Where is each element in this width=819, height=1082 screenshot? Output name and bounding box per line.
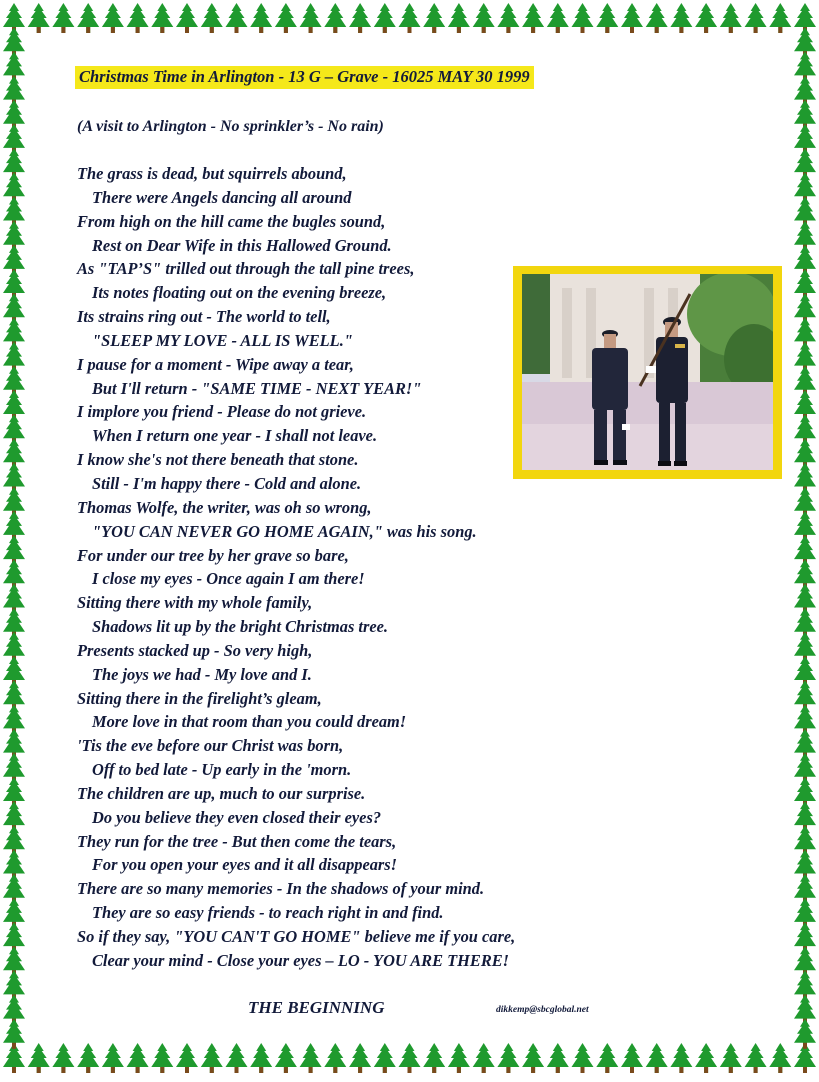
poem-line: Its notes floating out on the evening breeze, bbox=[92, 283, 387, 303]
christmas-tree-icon bbox=[399, 1043, 421, 1073]
poem-line: Sitting there in the firelight’s gleam, bbox=[77, 688, 322, 708]
poem-line: More love in that room than you could dream! bbox=[92, 712, 407, 732]
christmas-tree-icon bbox=[77, 1043, 99, 1073]
christmas-tree-icon bbox=[176, 1043, 198, 1073]
christmas-tree-icon bbox=[349, 3, 371, 33]
christmas-tree-icon bbox=[596, 3, 618, 33]
christmas-tree-icon bbox=[547, 3, 569, 33]
document-title: Christmas Time in Arlington - 13 G – Grave - 16025 MAY 30 1999 bbox=[75, 66, 534, 89]
christmas-tree-icon bbox=[448, 3, 470, 33]
christmas-tree-icon bbox=[52, 3, 74, 33]
christmas-tree-icon bbox=[77, 3, 99, 33]
christmas-tree-icon bbox=[52, 1043, 74, 1073]
poem-line: So if they say, "YOU CAN'T GO HOME" believe me if you care, bbox=[77, 927, 516, 946]
christmas-tree-icon bbox=[745, 1043, 767, 1073]
christmas-tree-icon bbox=[695, 3, 717, 33]
poem-line: They are so easy friends - to reach right in and find. bbox=[92, 903, 444, 923]
poem-line: There were Angels dancing all around bbox=[92, 187, 352, 207]
christmas-tree-icon bbox=[374, 1043, 396, 1073]
christmas-tree-icon bbox=[127, 1043, 149, 1073]
christmas-tree-icon bbox=[596, 1043, 618, 1073]
christmas-tree-icon bbox=[28, 1043, 50, 1073]
christmas-tree-icon bbox=[547, 1043, 569, 1073]
christmas-tree-icon bbox=[300, 1043, 322, 1073]
poem-line: Off to bed late - Up early in the 'morn. bbox=[92, 760, 352, 780]
christmas-tree-icon bbox=[127, 3, 149, 33]
christmas-tree-icon bbox=[695, 1043, 717, 1073]
christmas-tree-icon bbox=[300, 3, 322, 33]
poem-line: For you open your eyes and it all disappears! bbox=[92, 855, 398, 875]
photo-frame bbox=[513, 266, 782, 479]
christmas-tree-icon bbox=[275, 1043, 297, 1073]
footer-the-beginning: THE BEGINNING bbox=[248, 998, 385, 1017]
christmas-tree-icon bbox=[176, 3, 198, 33]
poem-line: Presents stacked up - So very high, bbox=[77, 640, 313, 660]
christmas-tree-icon bbox=[226, 3, 248, 33]
poem-line: Still - I'm happy there - Cold and alone. bbox=[92, 473, 362, 493]
christmas-tree-icon bbox=[621, 3, 643, 33]
poem-line: 'Tis the eve before our Christ was born, bbox=[77, 736, 344, 756]
poem-line: I close my eyes - Once again I am there! bbox=[92, 569, 365, 589]
poem-line: Shadows lit up by the bright Christmas tree. bbox=[92, 617, 389, 637]
christmas-tree-icon bbox=[572, 1043, 594, 1073]
christmas-tree-icon bbox=[324, 1043, 346, 1073]
christmas-tree-icon bbox=[423, 1043, 445, 1073]
christmas-tree-icon bbox=[621, 1043, 643, 1073]
christmas-tree-icon bbox=[151, 1043, 173, 1073]
christmas-tree-icon bbox=[572, 3, 594, 33]
poem-line: I know she's not there beneath that stone. bbox=[77, 450, 359, 470]
poem-line: The children are up, much to our surprise. bbox=[77, 783, 366, 803]
poem-line: Its strains ring out - The world to tell, bbox=[77, 307, 331, 327]
christmas-tree-icon bbox=[201, 1043, 223, 1073]
christmas-tree-icon bbox=[646, 3, 668, 33]
christmas-tree-icon bbox=[349, 1043, 371, 1073]
honor-guard-photo bbox=[522, 274, 773, 470]
christmas-tree-icon bbox=[769, 1043, 791, 1073]
christmas-tree-icon bbox=[473, 1043, 495, 1073]
poem-line: Rest on Dear Wife in this Hallowed Ground. bbox=[92, 235, 392, 255]
document-subtitle: (A visit to Arlington - No sprinkler’s - No rain) bbox=[77, 118, 384, 135]
poem-line: The joys we had - My love and I. bbox=[92, 664, 312, 684]
poem-line: For under our tree by her grave so bare, bbox=[77, 545, 349, 565]
christmas-tree-icon bbox=[720, 1043, 742, 1073]
poem-line: "SLEEP MY LOVE - ALL IS WELL." bbox=[92, 330, 353, 350]
christmas-tree-icon bbox=[250, 3, 272, 33]
christmas-tree-icon bbox=[201, 3, 223, 33]
poem-line: As "TAP’S" trilled out through the tall pine trees, bbox=[77, 259, 415, 279]
poem-line: "YOU CAN NEVER GO HOME AGAIN," was his song. bbox=[92, 521, 477, 541]
christmas-tree-icon bbox=[497, 3, 519, 33]
christmas-tree-icon bbox=[769, 3, 791, 33]
christmas-tree-icon bbox=[423, 3, 445, 33]
christmas-tree-icon bbox=[745, 3, 767, 33]
poem-line: They run for the tree - But then come the tears, bbox=[77, 831, 397, 851]
christmas-tree-icon bbox=[226, 1043, 248, 1073]
poem-line: Thomas Wolfe, the writer, was oh so wrong, bbox=[77, 497, 372, 517]
christmas-tree-icon bbox=[275, 3, 297, 33]
poem-line: Do you believe they even closed their eyes? bbox=[92, 807, 382, 827]
christmas-tree-icon bbox=[102, 3, 124, 33]
christmas-tree-icon bbox=[374, 3, 396, 33]
christmas-tree-icon bbox=[151, 3, 173, 33]
poem-line: But I'll return - "SAME TIME - NEXT YEAR!" bbox=[92, 378, 422, 398]
christmas-tree-icon bbox=[102, 1043, 124, 1073]
christmas-tree-icon bbox=[794, 1019, 816, 1049]
christmas-tree-icon bbox=[670, 3, 692, 33]
poem-line: Sitting there with my whole family, bbox=[77, 593, 313, 613]
poem-line: From high on the hill came the bugles sound, bbox=[77, 211, 386, 231]
christmas-tree-icon bbox=[28, 3, 50, 33]
christmas-tree-icon bbox=[670, 1043, 692, 1073]
christmas-tree-icon bbox=[522, 1043, 544, 1073]
poem-line: Clear your mind - Close your eyes – LO - YOU ARE THERE! bbox=[92, 950, 510, 970]
christmas-tree-icon bbox=[497, 1043, 519, 1073]
christmas-tree-icon bbox=[522, 3, 544, 33]
christmas-tree-icon bbox=[324, 3, 346, 33]
poem-line: There are so many memories - In the shadows of your mind. bbox=[77, 879, 485, 899]
christmas-tree-icon bbox=[399, 3, 421, 33]
christmas-tree-icon bbox=[720, 3, 742, 33]
christmas-tree-icon bbox=[448, 1043, 470, 1073]
poem-line: The grass is dead, but squirrels abound, bbox=[77, 164, 347, 183]
poem-line: I pause for a moment - Wipe away a tear, bbox=[77, 354, 354, 374]
poem-body bbox=[77, 162, 515, 973]
christmas-tree-icon bbox=[250, 1043, 272, 1073]
footer-email: dikkemp@sbcglobal.net bbox=[496, 1005, 589, 1015]
christmas-tree-icon bbox=[646, 1043, 668, 1073]
poem-line: When I return one year - I shall not leave. bbox=[92, 426, 378, 446]
christmas-tree-icon bbox=[473, 3, 495, 33]
poem-line: I implore you friend - Please do not grieve. bbox=[77, 402, 367, 422]
christmas-tree-icon bbox=[3, 1019, 25, 1049]
